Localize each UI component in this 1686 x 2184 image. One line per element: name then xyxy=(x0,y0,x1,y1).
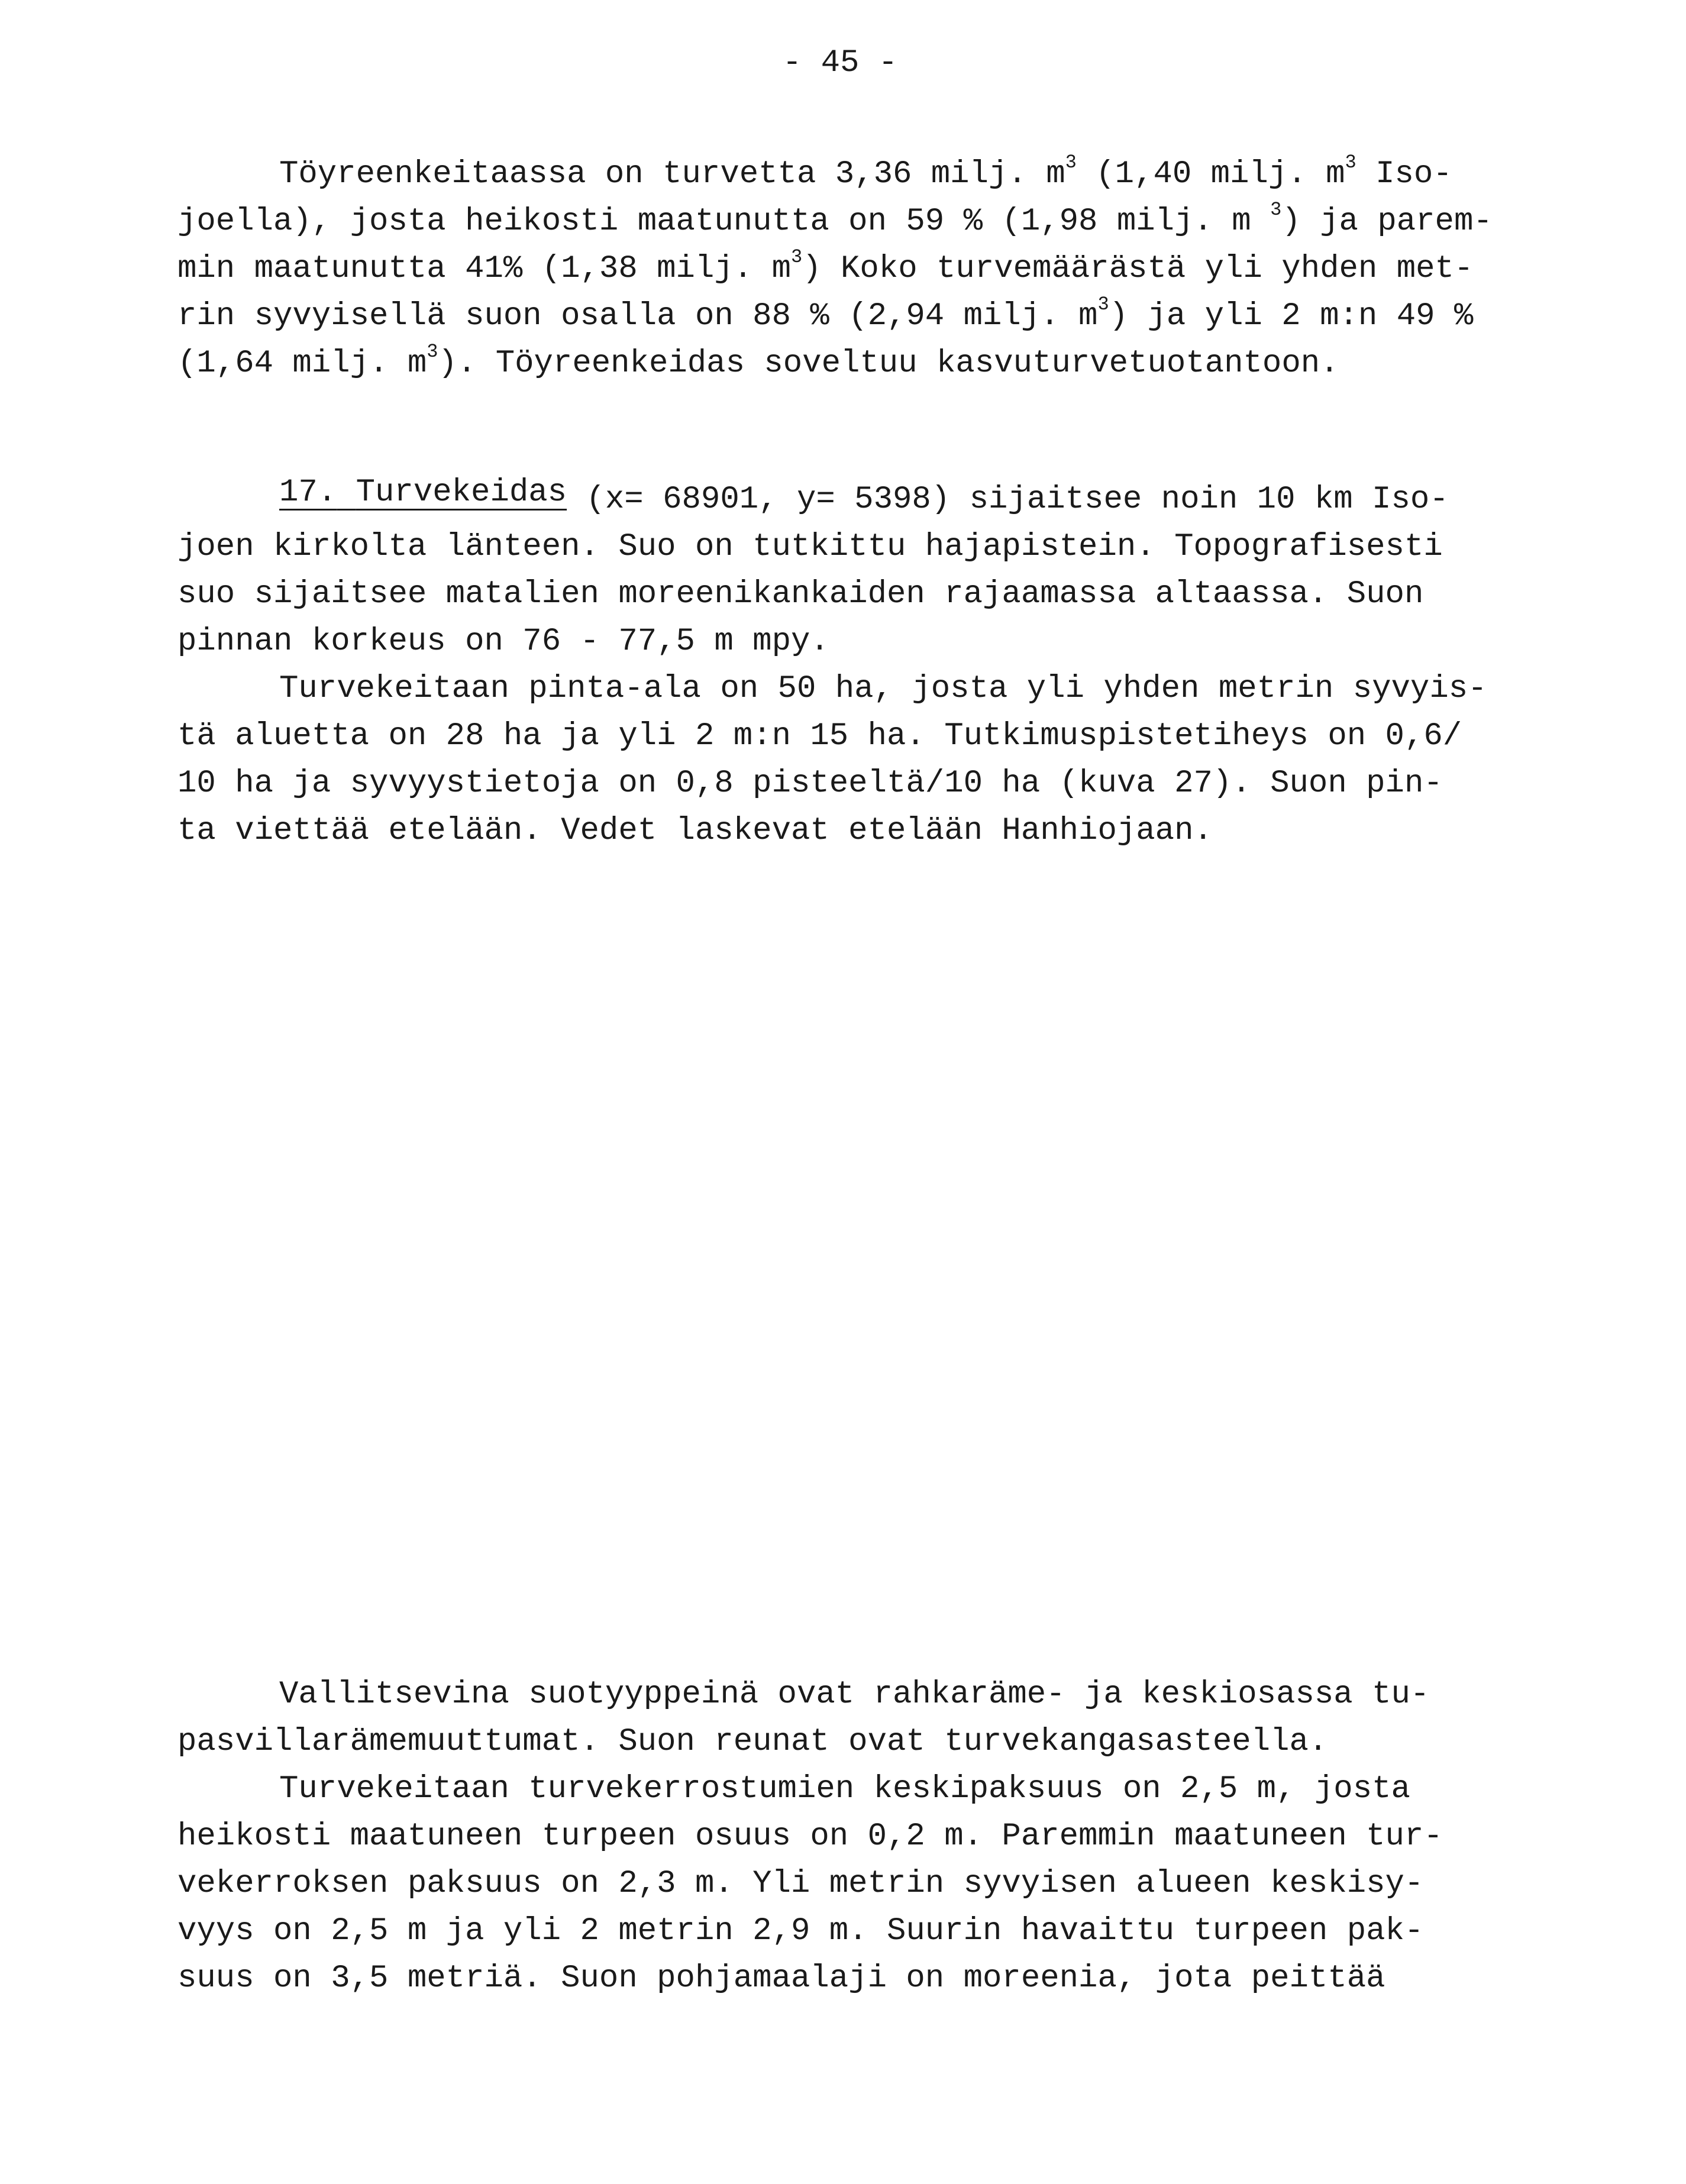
paragraph-turvekeidas-location xyxy=(177,476,1538,665)
section-heading-line: 17. Turvekeidas (x= 68901, y= 5398) sijaitsee noin 10 km Iso- xyxy=(279,474,1449,518)
text-line: tä aluetta on 28 ha ja yli 2 m:n 15 ha. Tutkimuspistetiheys on 0,6/ xyxy=(177,718,1462,754)
text-line: joella), josta heikosti maatunutta on 59 % (1,98 milj. m $^3$) ja parem- xyxy=(177,199,1493,240)
text-line: Vallitsevina suotyyppeinä ovat rahkaräme- ja keskiosassa tu- xyxy=(279,1676,1430,1713)
page-number: - 45 - xyxy=(782,45,898,81)
text-line: joen kirkolta länteen. Suo on tutkittu hajapistein. Topografisesti xyxy=(177,529,1443,565)
text-line: Töyreenkeitaassa on turvetta 3,36 milj. $m^3$ (1,40 milj. $m^3$ Iso- xyxy=(279,151,1452,192)
section-number: 17. xyxy=(279,474,337,511)
text-line: suus on 3,5 metriä. Suon pohjamaalaji on moreenia, jota peittää xyxy=(177,1960,1385,1996)
text-line: pasvillarämemuuttumat. Suon reunat ovat turvekangasasteella. xyxy=(177,1724,1328,1760)
paragraph-turvekeidas-area xyxy=(177,665,1538,855)
text-line: vekerroksen paksuus on 2,3 m. Yli metrin syvyisen alueen keskisy- xyxy=(177,1866,1424,1902)
text-line: Turvekeitaan turvekerrostumien keskipaksuus on 2,5 m, josta xyxy=(279,1771,1410,1807)
text-line: ta viettää etelään. Vedet laskevat etelään Hanhiojaan. xyxy=(177,813,1213,849)
text-line: Turvekeitaan pinta-ala on 50 ha, josta yli yhden metrin syvyis- xyxy=(279,671,1487,707)
text-line: suo sijaitsee matalien moreenikankaiden rajaamassa altaassa. Suon xyxy=(177,576,1424,612)
paragraph-turvekeidas-thickness xyxy=(177,1766,1538,2002)
text-line: pinnan korkeus on 76 - 77,5 m mpy. xyxy=(177,623,829,660)
text-line: 10 ha ja syvyystietoja on 0,8 pisteeltä/10 ha (kuva 27). Suon pin- xyxy=(177,765,1443,802)
text-line: rin syvyisellä suon osalla on 88 % (2,94 milj. $m^3$) ja yli 2 m:n 49 % xyxy=(177,293,1474,334)
text-line: heikosti maatuneen turpeen osuus on 0,2 m. Paremmin maatuneen tur- xyxy=(177,1818,1443,1855)
text-line: min maatunutta 41% (1,38 milj. $m^3$) Koko turvemäärästä yli yhden met- xyxy=(177,246,1474,287)
section-title: Turvekeidas xyxy=(356,474,567,511)
text-line: (1,64 milj. $m^3$). Töyreenkeidas soveltuu kasvuturvetuotantoon. xyxy=(177,341,1339,382)
text-line: vyys on 2,5 m ja yli 2 metrin 2,9 m. Suurin havaittu turpeen pak- xyxy=(177,1913,1424,1949)
paragraph-turvekeidas-types xyxy=(177,1671,1538,1766)
paragraph-toyreenkeidas-volume xyxy=(177,151,1538,387)
